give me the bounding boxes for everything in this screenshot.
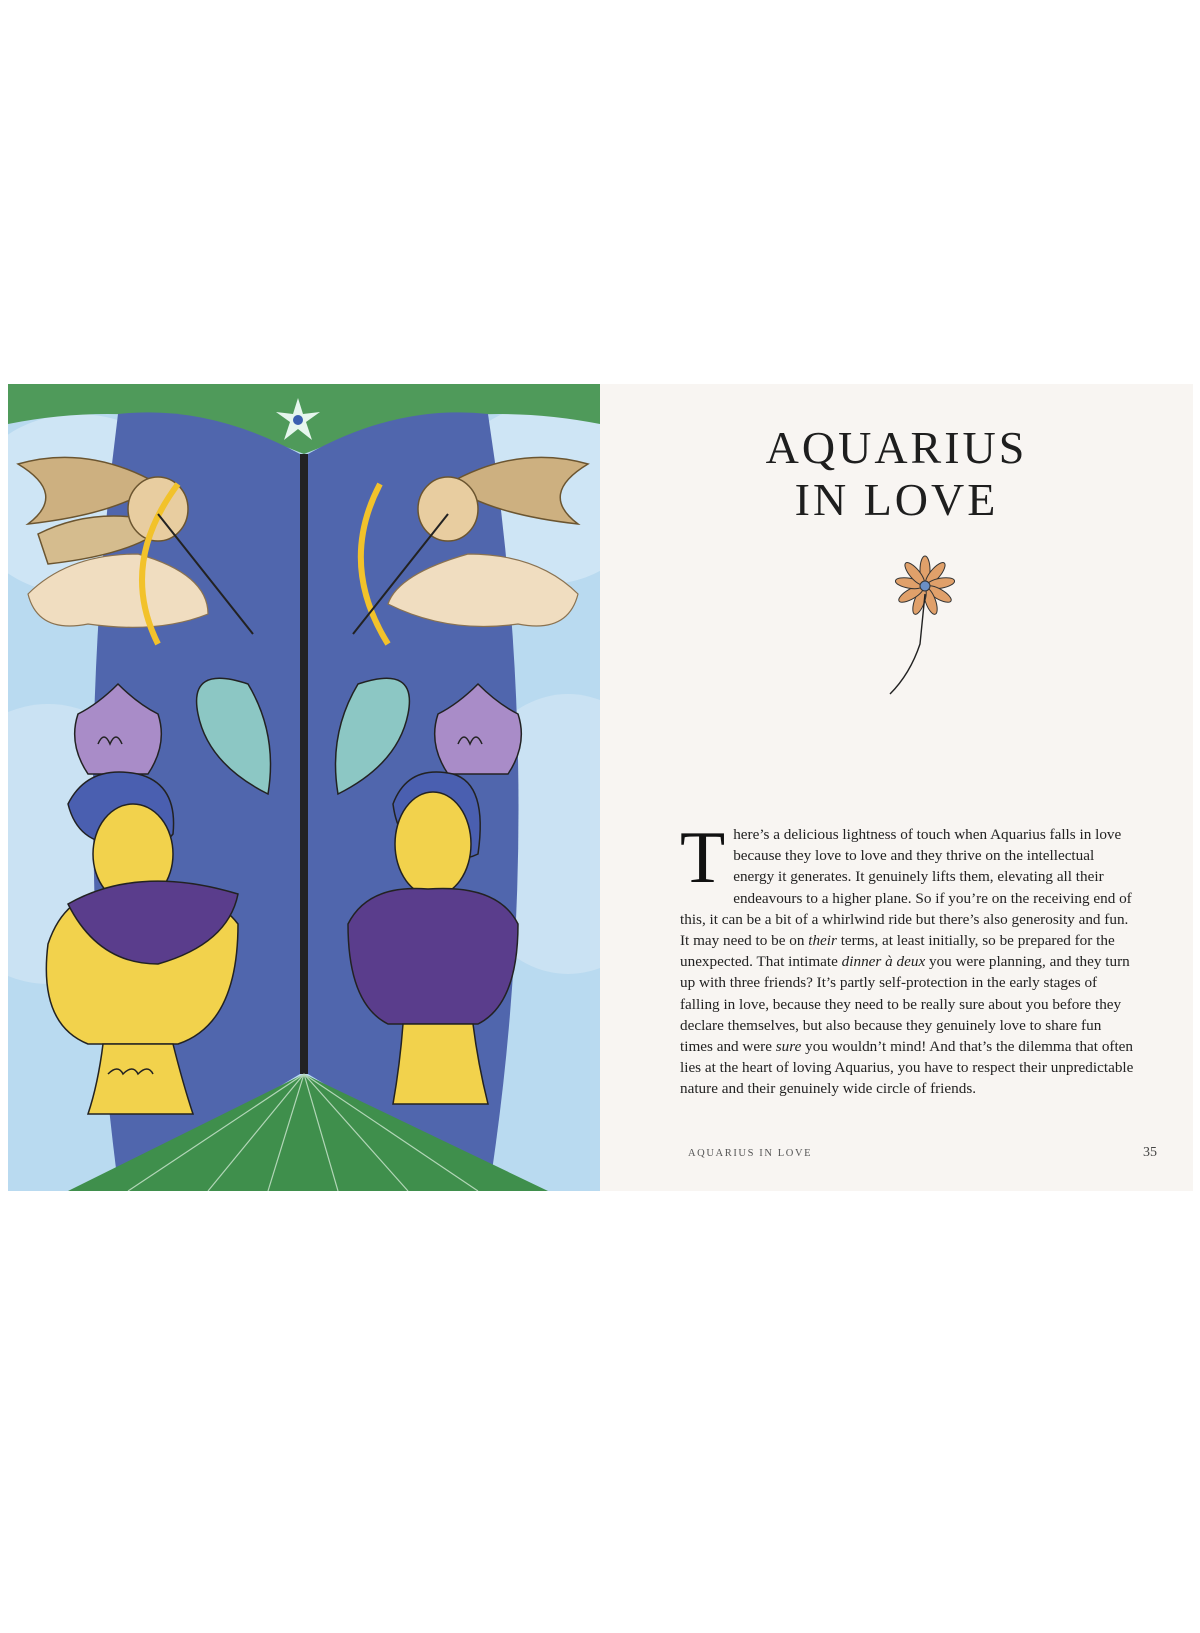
drop-cap: T [680, 817, 726, 899]
text-page [600, 384, 1193, 1191]
body-segment-4: you wouldn’t mind! And that’s the dilemma that often lies at the heart of loving Aquarius, you have to respect their unpredictable nature and their genuinely wide circle of friends. [680, 1038, 1134, 1098]
flower-sketch-icon [870, 554, 980, 714]
book-spread [8, 384, 1193, 1191]
body-emphasis-sure: sure [775, 1038, 802, 1056]
title-line-1: AQUARIUS [765, 422, 1028, 473]
body-paragraph [680, 817, 1136, 1100]
running-head: AQUARIUS IN LOVE [688, 1148, 813, 1159]
body-emphasis-their: their [808, 932, 837, 950]
page-number: 35 [1143, 1145, 1157, 1160]
body-segment-3: you were planning, and they turn up with three friends? It’s partly self-protection in the early stages of falling in love, because they need to be really sure about you before they declare themselves, but also because they genuinely love to share fun times and were [680, 953, 1130, 1056]
title-line-2: IN LOVE [794, 474, 999, 525]
body-segment-1: here’s a delicious lightness of touch when Aquarius falls in love because they love to love and they thrive on the intellectual energy it generates. It genuinely lifts them, elevating all their endeavours to a higher plane. So if you’re on the receiving end of this, it can be a bit of a whirlwind ride but there’s also generosity and fun. It may need to be on [680, 826, 1132, 950]
illustration-page [8, 384, 600, 1191]
body-emphasis-dinner: dinner à deux [841, 953, 926, 971]
page-title [600, 422, 1193, 526]
cupids-and-busts-illustration [8, 384, 600, 1191]
body-segment-2: terms, at least initially, so be prepared for the unexpected. That intimate [680, 932, 1115, 971]
